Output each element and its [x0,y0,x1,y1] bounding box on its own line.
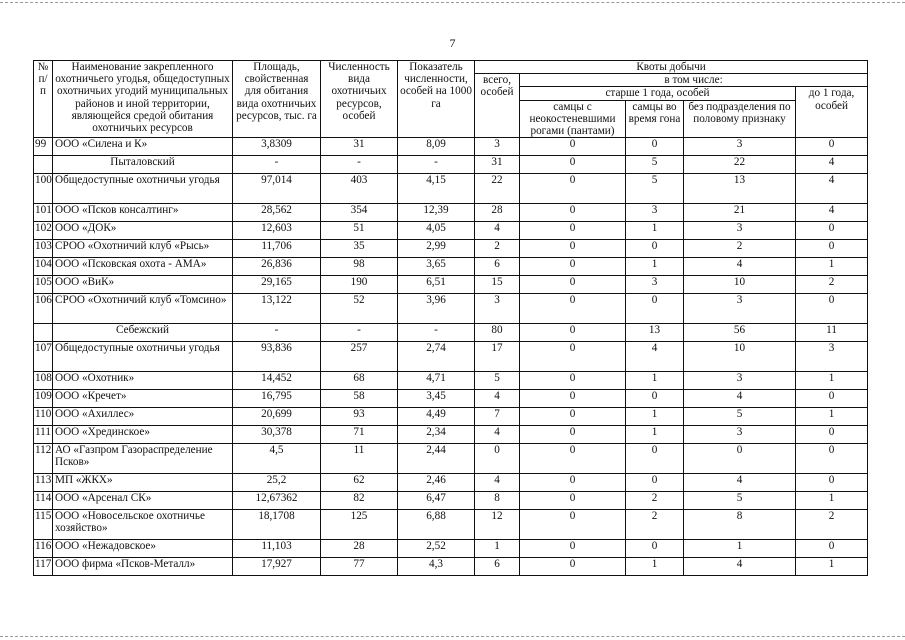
table-row [34,342,868,372]
row-density: 3,65 [398,258,475,276]
row-males-rut: 0 [626,390,684,408]
row-name: ООО «ДОК» [53,222,233,240]
row-number: 109 [34,390,53,408]
row-under1: 0 [796,540,868,558]
row-males-antlers: 0 [520,324,626,342]
row-no-sex: 13 [684,174,796,204]
table-row [34,426,868,444]
row-number: 105 [34,276,53,294]
row-total: 22 [475,174,520,204]
row-males-antlers: 0 [520,222,626,240]
row-area: 4,5 [233,444,321,474]
row-no-sex: 3 [684,222,796,240]
row-name: ООО «Ахиллес» [53,408,233,426]
table-row [34,444,868,474]
row-no-sex: 4 [684,558,796,576]
table-row [34,510,868,540]
row-count: 35 [321,240,398,258]
row-area: 11,706 [233,240,321,258]
row-no-sex: 4 [684,258,796,276]
row-area: 16,795 [233,390,321,408]
row-males-rut: 5 [626,174,684,204]
row-name: ООО «Арсенал СК» [53,492,233,510]
row-name: МП «ЖКХ» [53,474,233,492]
row-density: 2,44 [398,444,475,474]
row-males-antlers: 0 [520,240,626,258]
row-total: 8 [475,492,520,510]
row-density: 6,88 [398,510,475,540]
row-number: 112 [34,444,53,474]
header-name: Наименование закрепленного охотничьего угодья, общедоступных охотничьих угодий муниципальных районов и иной территории, являющейся средой обитания охотничьих ресурсов [53,61,233,138]
row-number: 113 [34,474,53,492]
row-males-antlers: 0 [520,204,626,222]
row-density: 8,09 [398,138,475,156]
header-males-antlers: самцы с неокостеневшими рогами (пантами) [520,100,626,138]
header-including: в том числе: [520,74,868,87]
header-area: Площадь, свойственная для обитания вида охотничьих ресурсов, тыс. га [233,61,321,138]
row-count: 71 [321,426,398,444]
row-total: 0 [475,444,520,474]
row-males-rut: 3 [626,204,684,222]
row-number: 111 [34,426,53,444]
row-count: - [321,156,398,174]
row-males-rut: 1 [626,372,684,390]
row-count: 125 [321,510,398,540]
row-number: 99 [34,138,53,156]
row-count: 190 [321,276,398,294]
row-no-sex: 10 [684,342,796,372]
row-males-antlers: 0 [520,492,626,510]
row-no-sex: 4 [684,390,796,408]
row-under1: 0 [796,138,868,156]
row-density: 6,51 [398,276,475,294]
row-under1: 11 [796,324,868,342]
row-count: 93 [321,408,398,426]
row-density: 4,49 [398,408,475,426]
row-area: 20,699 [233,408,321,426]
row-area: - [233,156,321,174]
row-total: 80 [475,324,520,342]
row-males-antlers: 0 [520,156,626,174]
row-name: ООО «Псковская охота - АМА» [53,258,233,276]
table-row [34,474,868,492]
row-name: ООО «Псков консалтинг» [53,204,233,222]
row-count: 28 [321,540,398,558]
row-number: 102 [34,222,53,240]
row-density: 3,45 [398,390,475,408]
row-males-antlers: 0 [520,390,626,408]
row-males-rut: 2 [626,492,684,510]
row-males-rut: 0 [626,240,684,258]
row-count: 98 [321,258,398,276]
row-total: 4 [475,474,520,492]
row-name: ООО «Кречет» [53,390,233,408]
row-males-antlers: 0 [520,426,626,444]
row-count: 403 [321,174,398,204]
row-number: 101 [34,204,53,222]
scan-edge-top [0,2,905,3]
row-males-rut: 0 [626,444,684,474]
row-count: 52 [321,294,398,324]
row-males-rut: 3 [626,276,684,294]
row-count: 354 [321,204,398,222]
row-no-sex: 3 [684,138,796,156]
row-under1: 1 [796,492,868,510]
row-count: 62 [321,474,398,492]
row-under1: 1 [796,558,868,576]
row-number: 110 [34,408,53,426]
row-name: ООО «Хрединское» [53,426,233,444]
row-under1: 1 [796,408,868,426]
row-name: ООО «Новосельское охотничье хозяйство» [53,510,233,540]
header-quotas: Квоты добычи [475,61,868,74]
row-total: 15 [475,276,520,294]
row-density: - [398,324,475,342]
row-males-rut: 0 [626,474,684,492]
row-no-sex: 3 [684,426,796,444]
row-under1: 4 [796,174,868,204]
row-males-antlers: 0 [520,258,626,276]
row-no-sex: 8 [684,510,796,540]
row-under1: 3 [796,342,868,372]
row-males-antlers: 0 [520,540,626,558]
row-no-sex: 22 [684,156,796,174]
row-total: 4 [475,222,520,240]
row-number: 100 [34,174,53,204]
row-total: 31 [475,156,520,174]
row-under1: 0 [796,390,868,408]
row-under1: 0 [796,474,868,492]
row-count: 82 [321,492,398,510]
row-name: Себежский [53,324,233,342]
row-males-antlers: 0 [520,138,626,156]
page-number: 7 [449,36,456,50]
row-total: 6 [475,258,520,276]
row-density: 2,46 [398,474,475,492]
table-row [34,558,868,576]
table-body [34,138,868,576]
row-area: 12,67362 [233,492,321,510]
row-area: 26,836 [233,258,321,276]
row-density: - [398,156,475,174]
row-name: ООО «Нежадовское» [53,540,233,558]
row-area: 3,8309 [233,138,321,156]
row-total: 1 [475,540,520,558]
table-row [34,258,868,276]
row-area: 28,562 [233,204,321,222]
row-number: 116 [34,540,53,558]
row-number: 108 [34,372,53,390]
row-density: 6,47 [398,492,475,510]
header-num: № п/п [34,61,53,138]
row-under1: 4 [796,156,868,174]
row-under1: 0 [796,426,868,444]
table-row [34,138,868,156]
row-number: 106 [34,294,53,324]
row-name: ООО «Охотник» [53,372,233,390]
row-no-sex: 1 [684,540,796,558]
table-row [34,222,868,240]
row-area: 18,1708 [233,510,321,540]
row-count: 51 [321,222,398,240]
row-total: 3 [475,138,520,156]
row-number: 115 [34,510,53,540]
header-count: Численность вида охотничьих ресурсов, особей [321,61,398,138]
row-area: 17,927 [233,558,321,576]
row-males-antlers: 0 [520,294,626,324]
row-name: Общедоступные охотничьи угодья [53,174,233,204]
row-under1: 0 [796,222,868,240]
row-number [34,156,53,174]
row-density: 2,74 [398,342,475,372]
row-count: 77 [321,558,398,576]
row-total: 4 [475,426,520,444]
row-no-sex: 5 [684,408,796,426]
row-males-rut: 5 [626,156,684,174]
row-area: 13,122 [233,294,321,324]
row-males-rut: 1 [626,222,684,240]
row-no-sex: 3 [684,294,796,324]
row-count: - [321,324,398,342]
row-under1: 2 [796,276,868,294]
row-number: 117 [34,558,53,576]
row-males-rut: 4 [626,342,684,372]
row-number: 107 [34,342,53,372]
row-count: 257 [321,342,398,372]
row-number [34,324,53,342]
row-no-sex: 10 [684,276,796,294]
row-count: 68 [321,372,398,390]
table-row [34,372,868,390]
row-males-rut: 2 [626,510,684,540]
header-under1: до 1 года, особей [796,87,868,138]
row-no-sex: 2 [684,240,796,258]
row-area: 11,103 [233,540,321,558]
row-males-antlers: 0 [520,474,626,492]
row-total: 2 [475,240,520,258]
hunting-quota-table [33,60,868,576]
row-no-sex: 3 [684,372,796,390]
header-total: всего, особей [475,74,520,138]
row-males-rut: 1 [626,258,684,276]
row-number: 104 [34,258,53,276]
row-name: ООО «ВиК» [53,276,233,294]
row-area: 93,836 [233,342,321,372]
row-males-antlers: 0 [520,408,626,426]
row-males-antlers: 0 [520,510,626,540]
row-males-antlers: 0 [520,276,626,294]
row-name: Общедоступные охотничьи угодья [53,342,233,372]
row-area: 12,603 [233,222,321,240]
row-area: 97,014 [233,174,321,204]
row-total: 7 [475,408,520,426]
region-row [34,156,868,174]
row-density: 4,71 [398,372,475,390]
row-under1: 0 [796,444,868,474]
row-males-antlers: 0 [520,372,626,390]
row-density: 4,3 [398,558,475,576]
row-name: СРОО «Охотничий клуб «Томсино» [53,294,233,324]
table-row [34,174,868,204]
header-no-sex: без подразделения по половому признаку [684,100,796,138]
table-header [34,61,868,138]
row-under1: 0 [796,294,868,324]
row-density: 2,34 [398,426,475,444]
row-males-rut: 1 [626,558,684,576]
row-density: 4,15 [398,174,475,204]
row-density: 2,99 [398,240,475,258]
row-total: 5 [475,372,520,390]
row-males-rut: 1 [626,426,684,444]
row-under1: 1 [796,258,868,276]
row-under1: 2 [796,510,868,540]
row-total: 12 [475,510,520,540]
row-name: Пыталовский [53,156,233,174]
row-no-sex: 21 [684,204,796,222]
row-under1: 1 [796,372,868,390]
row-males-rut: 0 [626,294,684,324]
row-area: 29,165 [233,276,321,294]
row-males-rut: 0 [626,138,684,156]
row-name: СРОО «Охотничий клуб «Рысь» [53,240,233,258]
table-row [34,240,868,258]
row-name: ООО фирма «Псков-Металл» [53,558,233,576]
row-count: 58 [321,390,398,408]
row-males-antlers: 0 [520,558,626,576]
row-number: 103 [34,240,53,258]
row-males-rut: 13 [626,324,684,342]
row-no-sex: 5 [684,492,796,510]
table-row [34,408,868,426]
row-number: 114 [34,492,53,510]
row-total: 28 [475,204,520,222]
row-density: 3,96 [398,294,475,324]
row-total: 4 [475,390,520,408]
row-density: 12,39 [398,204,475,222]
row-density: 2,52 [398,540,475,558]
row-under1: 0 [796,240,868,258]
row-total: 17 [475,342,520,372]
row-no-sex: 0 [684,444,796,474]
header-males-rut: самцы во время гона [626,100,684,138]
row-total: 6 [475,558,520,576]
header-density: Показатель численности, особей на 1000 га [398,61,475,138]
table-row [34,276,868,294]
row-males-rut: 1 [626,408,684,426]
region-row [34,324,868,342]
table-row [34,204,868,222]
row-males-antlers: 0 [520,174,626,204]
row-males-rut: 0 [626,540,684,558]
row-count: 11 [321,444,398,474]
row-males-antlers: 0 [520,444,626,474]
row-area: 25,2 [233,474,321,492]
table-row [34,390,868,408]
row-area: - [233,324,321,342]
row-count: 31 [321,138,398,156]
row-name: ООО «Силена и К» [53,138,233,156]
table-row [34,540,868,558]
row-name: АО «Газпром Газораспределение Псков» [53,444,233,474]
row-area: 30,378 [233,426,321,444]
row-total: 3 [475,294,520,324]
row-no-sex: 4 [684,474,796,492]
header-older: старше 1 года, особей [520,87,796,100]
row-no-sex: 56 [684,324,796,342]
row-density: 4,05 [398,222,475,240]
row-area: 14,452 [233,372,321,390]
table-row [34,492,868,510]
row-males-antlers: 0 [520,342,626,372]
table-row [34,294,868,324]
row-under1: 4 [796,204,868,222]
scan-edge-bottom [0,636,905,637]
